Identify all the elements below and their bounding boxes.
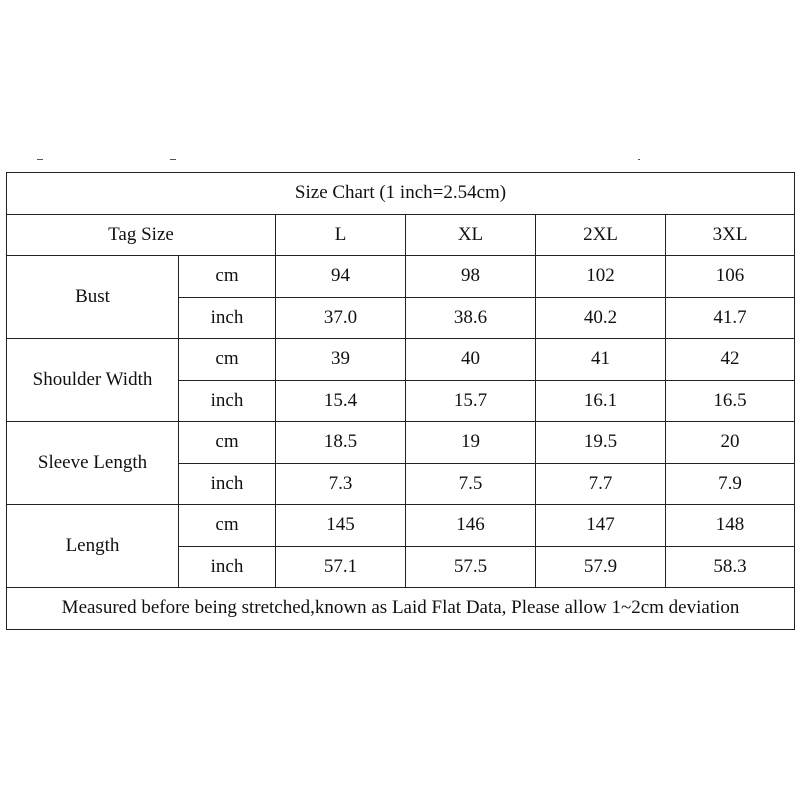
measurement-value: 7.5 xyxy=(406,463,536,505)
measurement-value: 41.7 xyxy=(666,297,795,339)
unit-label: inch xyxy=(179,297,276,339)
measurement-name: Sleeve Length xyxy=(7,422,179,505)
measurement-value: 57.9 xyxy=(536,546,666,588)
measurement-row xyxy=(7,422,795,464)
measurement-name: Shoulder Width xyxy=(7,339,179,422)
header-row xyxy=(7,214,795,256)
measurement-value: 15.7 xyxy=(406,380,536,422)
unit-label: inch xyxy=(179,546,276,588)
measurement-value: 148 xyxy=(666,505,795,547)
footnote: Measured before being stretched,known as Laid Flat Data, Please allow 1~2cm deviation xyxy=(7,588,795,630)
measurement-name: Bust xyxy=(7,256,179,339)
measurement-value: 58.3 xyxy=(666,546,795,588)
decorative-mark xyxy=(638,159,640,160)
measurement-value: 20 xyxy=(666,422,795,464)
unit-label: cm xyxy=(179,422,276,464)
size-chart-table xyxy=(6,172,795,630)
measurement-row xyxy=(7,339,795,381)
measurement-value: 40.2 xyxy=(536,297,666,339)
footnote-row xyxy=(7,588,795,630)
measurement-value: 37.0 xyxy=(276,297,406,339)
measurement-row xyxy=(7,505,795,547)
measurement-value: 98 xyxy=(406,256,536,298)
unit-label: cm xyxy=(179,505,276,547)
decorative-mark xyxy=(37,159,43,160)
measurement-value: 94 xyxy=(276,256,406,298)
measurement-value: 18.5 xyxy=(276,422,406,464)
measurement-value: 16.5 xyxy=(666,380,795,422)
unit-label: inch xyxy=(179,380,276,422)
size-chart-body xyxy=(7,173,795,630)
measurement-value: 106 xyxy=(666,256,795,298)
measurement-value: 38.6 xyxy=(406,297,536,339)
measurement-value: 42 xyxy=(666,339,795,381)
measurement-value: 41 xyxy=(536,339,666,381)
measurement-name: Length xyxy=(7,505,179,588)
measurement-value: 19 xyxy=(406,422,536,464)
unit-label: cm xyxy=(179,339,276,381)
unit-label: cm xyxy=(179,256,276,298)
measurement-value: 57.1 xyxy=(276,546,406,588)
chart-title: Size Chart (1 inch=2.54cm) xyxy=(7,173,795,215)
measurement-value: 39 xyxy=(276,339,406,381)
tag-size-label: Tag Size xyxy=(7,214,276,256)
unit-label: inch xyxy=(179,463,276,505)
measurement-value: 40 xyxy=(406,339,536,381)
measurement-value: 145 xyxy=(276,505,406,547)
measurement-value: 7.3 xyxy=(276,463,406,505)
measurement-value: 146 xyxy=(406,505,536,547)
size-header-2xl: 2XL xyxy=(536,214,666,256)
measurement-row xyxy=(7,256,795,298)
decorative-marks xyxy=(0,159,800,163)
size-header-l: L xyxy=(276,214,406,256)
measurement-value: 102 xyxy=(536,256,666,298)
decorative-mark xyxy=(170,159,176,160)
size-header-3xl: 3XL xyxy=(666,214,795,256)
title-row xyxy=(7,173,795,215)
measurement-value: 7.9 xyxy=(666,463,795,505)
measurement-value: 16.1 xyxy=(536,380,666,422)
measurement-value: 7.7 xyxy=(536,463,666,505)
measurement-value: 19.5 xyxy=(536,422,666,464)
measurement-value: 57.5 xyxy=(406,546,536,588)
size-header-xl: XL xyxy=(406,214,536,256)
measurement-value: 15.4 xyxy=(276,380,406,422)
measurement-value: 147 xyxy=(536,505,666,547)
